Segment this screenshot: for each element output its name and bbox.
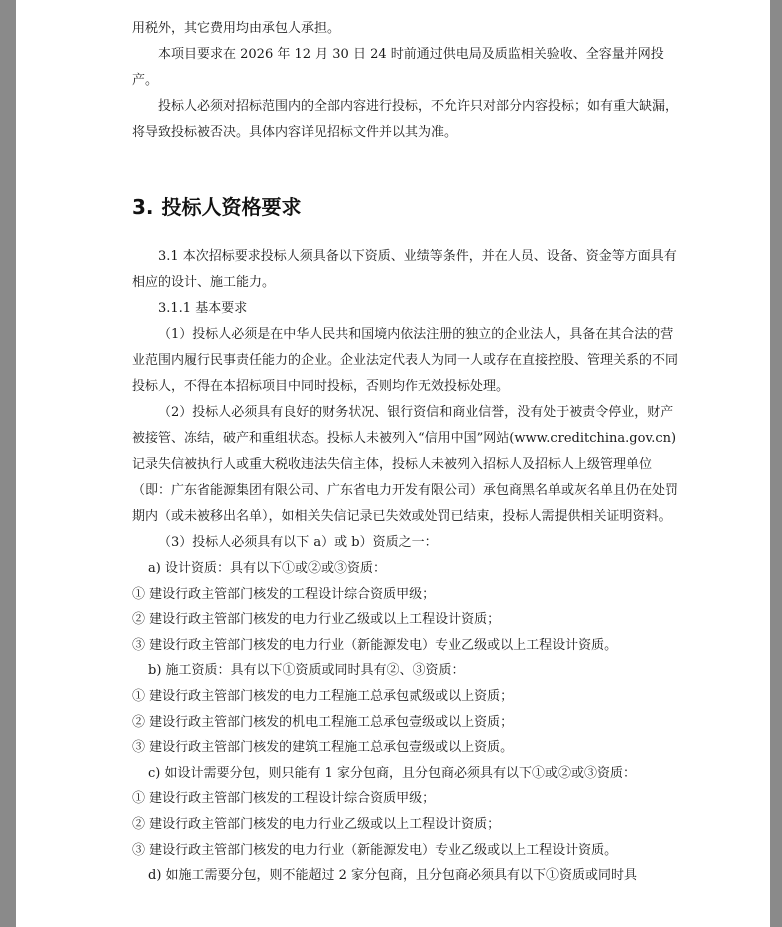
list-item-c-1: ① 建设行政主管部门核发的工程设计综合资质甲级； [132,791,436,807]
intro-line-2: 本项目要求在 2026 年 12 月 30 日 24 时前通过供电局及质监相关验收、全容量并网投产。 [132,47,664,88]
intro-line-1: 用税外，其它费用均由承包人承担。 [132,21,341,36]
list-item-b-2: ② 建设行政主管部门核发的机电工程施工总承包壹级或以上资质； [132,714,514,730]
list-item-c-title: c) 如设计需要分包，则只能有 1 家分包商，且分包商必须具有以下①或②或③资质： [148,765,637,781]
paragraph-3-1: 3.1 本次招标要求投标人须具备以下资质、业绩等条件，并在人员、设备、资金等方面具有相应的设计、施工能力。 [132,249,677,290]
section-number: 3. [132,195,154,219]
list-item-a-title: a) 设计资质：具有以下①或②或③资质： [148,561,386,576]
viewer-left-margin [0,0,16,927]
list-item-c-3: ③ 建设行政主管部门核发的电力行业（新能源发电）专业乙级或以上工程设计资质。 [132,842,618,858]
list-item-b-1: ① 建设行政主管部门核发的电力工程施工总承包贰级或以上资质； [132,688,514,704]
section-heading [132,192,682,222]
list-item-a-1: ① 建设行政主管部门核发的工程设计综合资质甲级； [132,586,436,602]
list-item-c-2: ② 建设行政主管部门核发的电力行业乙级或以上工程设计资质； [132,816,501,832]
list-item-d-title: d) 如施工需要分包，则不能超过 2 家分包商，且分包商必须具有以下①资质或同时具 [148,868,638,884]
section-title: 投标人资格要求 [161,195,302,219]
requirement-3: （3）投标人必须具有以下 a）或 b）资质之一： [158,535,438,550]
viewer-right-margin [770,0,782,927]
list-item-b-3: ③ 建设行政主管部门核发的建筑工程施工总承包壹级或以上资质。 [132,740,514,756]
intro-line-3: 投标人必须对招标范围内的全部内容进行投标，不允许只对部分内容投标；如有重大缺漏，将导致投标被否决。具体内容详见招标文件并以其为准。 [132,99,679,140]
list-item-b-title: b) 施工资质：具有以下①资质或同时具有②、③资质： [148,663,465,679]
page-content [132,16,682,889]
requirement-1: （1）投标人必须是在中华人民共和国境内依法注册的独立的企业法人，具备在其合法的营业范围内履行民事责任能力的企业。企业法定代表人为同一人或存在直接控股、管理关系的不同投标人，不得在本招标项目中同时投标，否则均作无效投标处理。 [132,327,679,394]
list-item-a-2: ② 建设行政主管部门核发的电力行业乙级或以上工程设计资质； [132,612,501,628]
subheading-3-1-1: 3.1.1 基本要求 [158,301,248,316]
requirement-2: （2）投标人必须具有良好的财务状况、银行资信和商业信誉，没有处于被责令停业，财产被接管、冻结，破产和重组状态。投标人未被列入“信用中国”网站(www.creditchina.gov.cn)记录失信被执行人或重大税收违法失信主体，投标人未被列入招标人及招标人上级管理单位（即：广东省能源集团有限公司、广东省电力开发有限公司）承包商黑名单或灰名单且仍在处罚期内（或未被移出名单），如相关失信记录已失效或处罚已结束，投标人需提供相关证明资料。 [132,405,679,524]
document-page[interactable] [16,0,770,927]
list-item-a-3: ③ 建设行政主管部门核发的电力行业（新能源发电）专业乙级或以上工程设计资质。 [132,637,618,653]
